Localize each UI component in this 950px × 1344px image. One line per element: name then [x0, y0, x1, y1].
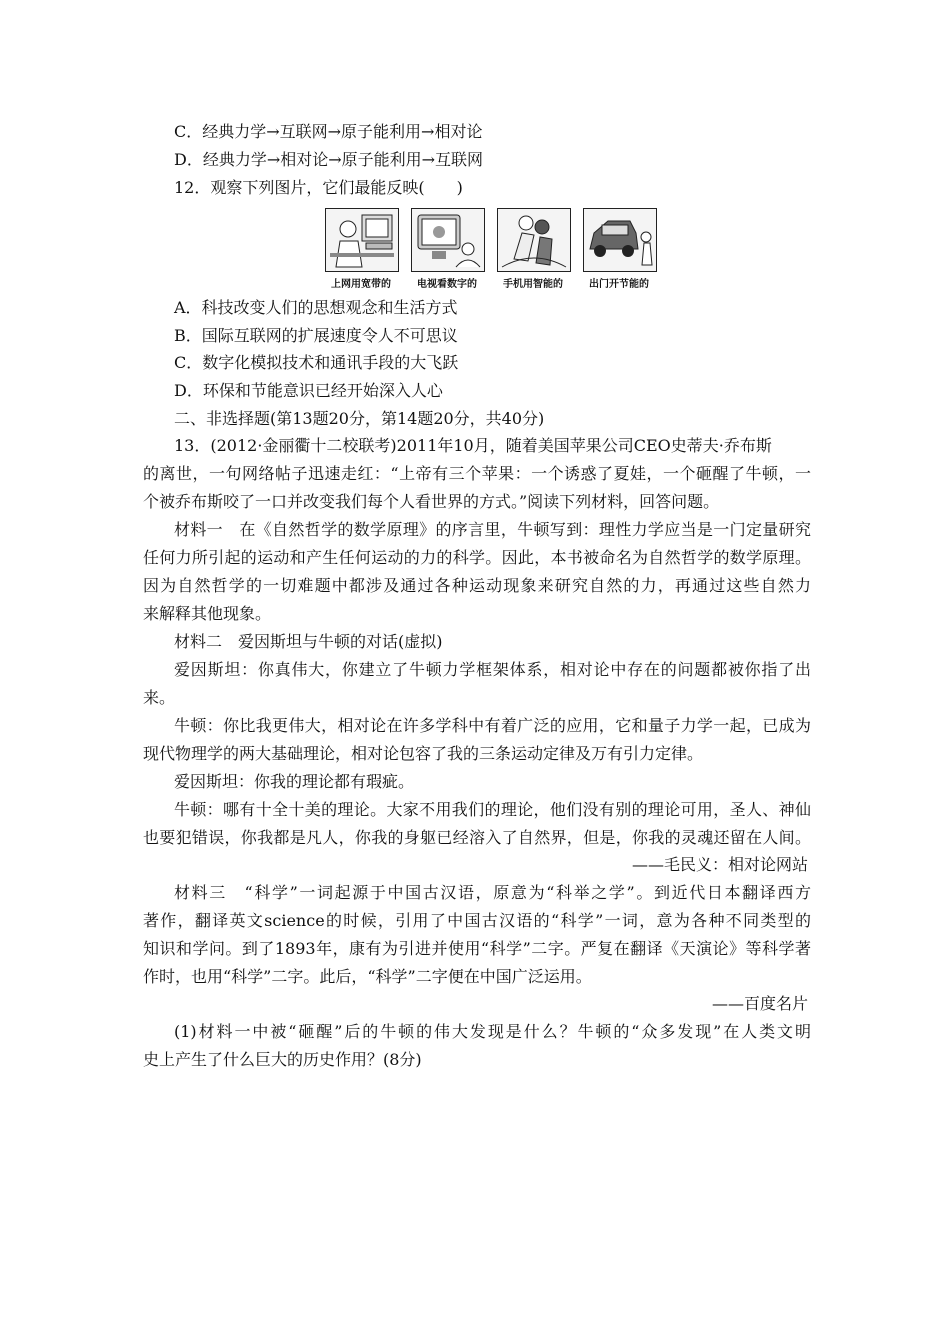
q13-intro-line-3: 个被乔布斯咬了一口并改变我们每个人看世界的方式。”阅读下列材料，回答问题。	[143, 492, 720, 511]
dialogue3: 爱因斯坦：你我的理论都有瑕疵。	[174, 772, 415, 791]
q13-part1-line-2: 史上产生了什么巨大的历史作用？(8分)	[143, 1050, 422, 1069]
dialogue2-line-1: 牛顿：你比我更伟大，相对论在许多学科中有着广泛的应用，它和量子力学一起，已成为	[174, 716, 811, 735]
caption-smartphone: 手机用智能的	[503, 279, 563, 290]
material1-line-2: 任何力所引起的运动和产生任何运动的力的科学。因此，本书被命名为自然哲学的数学原理。	[143, 548, 811, 567]
dialogue1-line-1: 爱因斯坦：你真伟大，你建立了牛顿力学框架体系，相对论中存在的问题都被你指了出	[174, 660, 811, 679]
material2-source: ——毛民义：相对论网站	[631, 855, 808, 874]
q13-intro-line-1: 13．(2012·金丽衢十二校联考)2011年10月，随着美国苹果公司CEO史蒂夫·乔布斯	[174, 436, 772, 455]
q12-option-c: C．数字化模拟技术和通讯手段的大飞跃	[174, 353, 459, 372]
caption-energy-saving-car: 出门开节能的	[589, 279, 649, 290]
caption-digital-tv: 电视看数字的	[417, 279, 477, 290]
dialogue4-line-2: 也要犯错误，你我都是凡人，你我的身躯已经溶入了自然界，但是，你我的灵魂还留在人间。	[143, 828, 811, 847]
q12-option-d: D．环保和节能意识已经开始深入人心	[174, 381, 443, 400]
q12-option-b: B．国际互联网的扩展速度令人不可思议	[174, 326, 458, 345]
q12-picture-strip	[325, 208, 657, 288]
material1-line-3: 因为自然哲学的一切难题中都涉及通过各种运动现象来研究自然的力，再通过这些自然力	[143, 576, 811, 595]
dialogue4-line-1: 牛顿：哪有十全十美的理论。大家不用我们的理论，他们没有别的理论可用，圣人、神仙	[174, 800, 811, 819]
material2-title: 材料二 爱因斯坦与牛顿的对话(虚拟)	[174, 632, 443, 651]
q13-intro-line-2: 的离世，一句网络帖子迅速走红：“上帝有三个苹果：一个诱惑了夏娃，一个砸醒了牛顿，一	[143, 464, 811, 483]
q11-option-c: C．经典力学→互联网→原子能利用→相对论	[174, 122, 483, 141]
dialogue2-line-2: 现代物理学的两大基础理论，相对论包容了我的三条运动定律及万有引力定律。	[143, 744, 704, 763]
material3-line-4: 作时，也用“科学”二字。此后，“科学”二字便在中国广泛运用。	[143, 967, 592, 986]
dialogue1-line-2: 来。	[143, 688, 176, 707]
material3-line-1: 材料三 “科学”一词起源于中国古汉语，原意为“科举之学”。到近代日本翻译西方	[174, 883, 811, 902]
section2-heading: 二、非选择题(第13题20分，第14题20分，共40分)	[174, 409, 545, 428]
energy-saving-car-illustration	[583, 208, 657, 272]
material3-source: ——百度名片	[711, 994, 808, 1013]
smartphone-illustration	[497, 208, 571, 272]
broadband-computer-illustration	[325, 208, 399, 272]
q12-option-a: A．科技改变人们的思想观念和生活方式	[174, 298, 458, 317]
digital-tv-illustration	[411, 208, 485, 272]
material1-line-4: 来解释其他现象。	[143, 604, 272, 623]
q13-part1-line-1: (1)材料一中被“砸醒”后的牛顿的伟大发现是什么？牛顿的“众多发现”在人类文明	[174, 1022, 811, 1041]
q11-option-d: D．经典力学→相对论→原子能利用→互联网	[174, 150, 484, 169]
material3-line-2: 著作，翻译英文science的时候，引用了中国古汉语的“科学”一词，意为各种不同类型的	[143, 911, 811, 930]
material1-line-1: 材料一 在《自然哲学的数学原理》的序言里，牛顿写到：理性力学应当是一门定量研究	[174, 520, 811, 539]
q12-stem: 12．观察下列图片，它们最能反映( )	[174, 178, 463, 197]
caption-broadband: 上网用宽带的	[331, 279, 391, 290]
material3-line-3: 知识和学问。到了1893年，康有为引进并使用“科学”二字。严复在翻译《天演论》等科学著	[143, 939, 811, 958]
